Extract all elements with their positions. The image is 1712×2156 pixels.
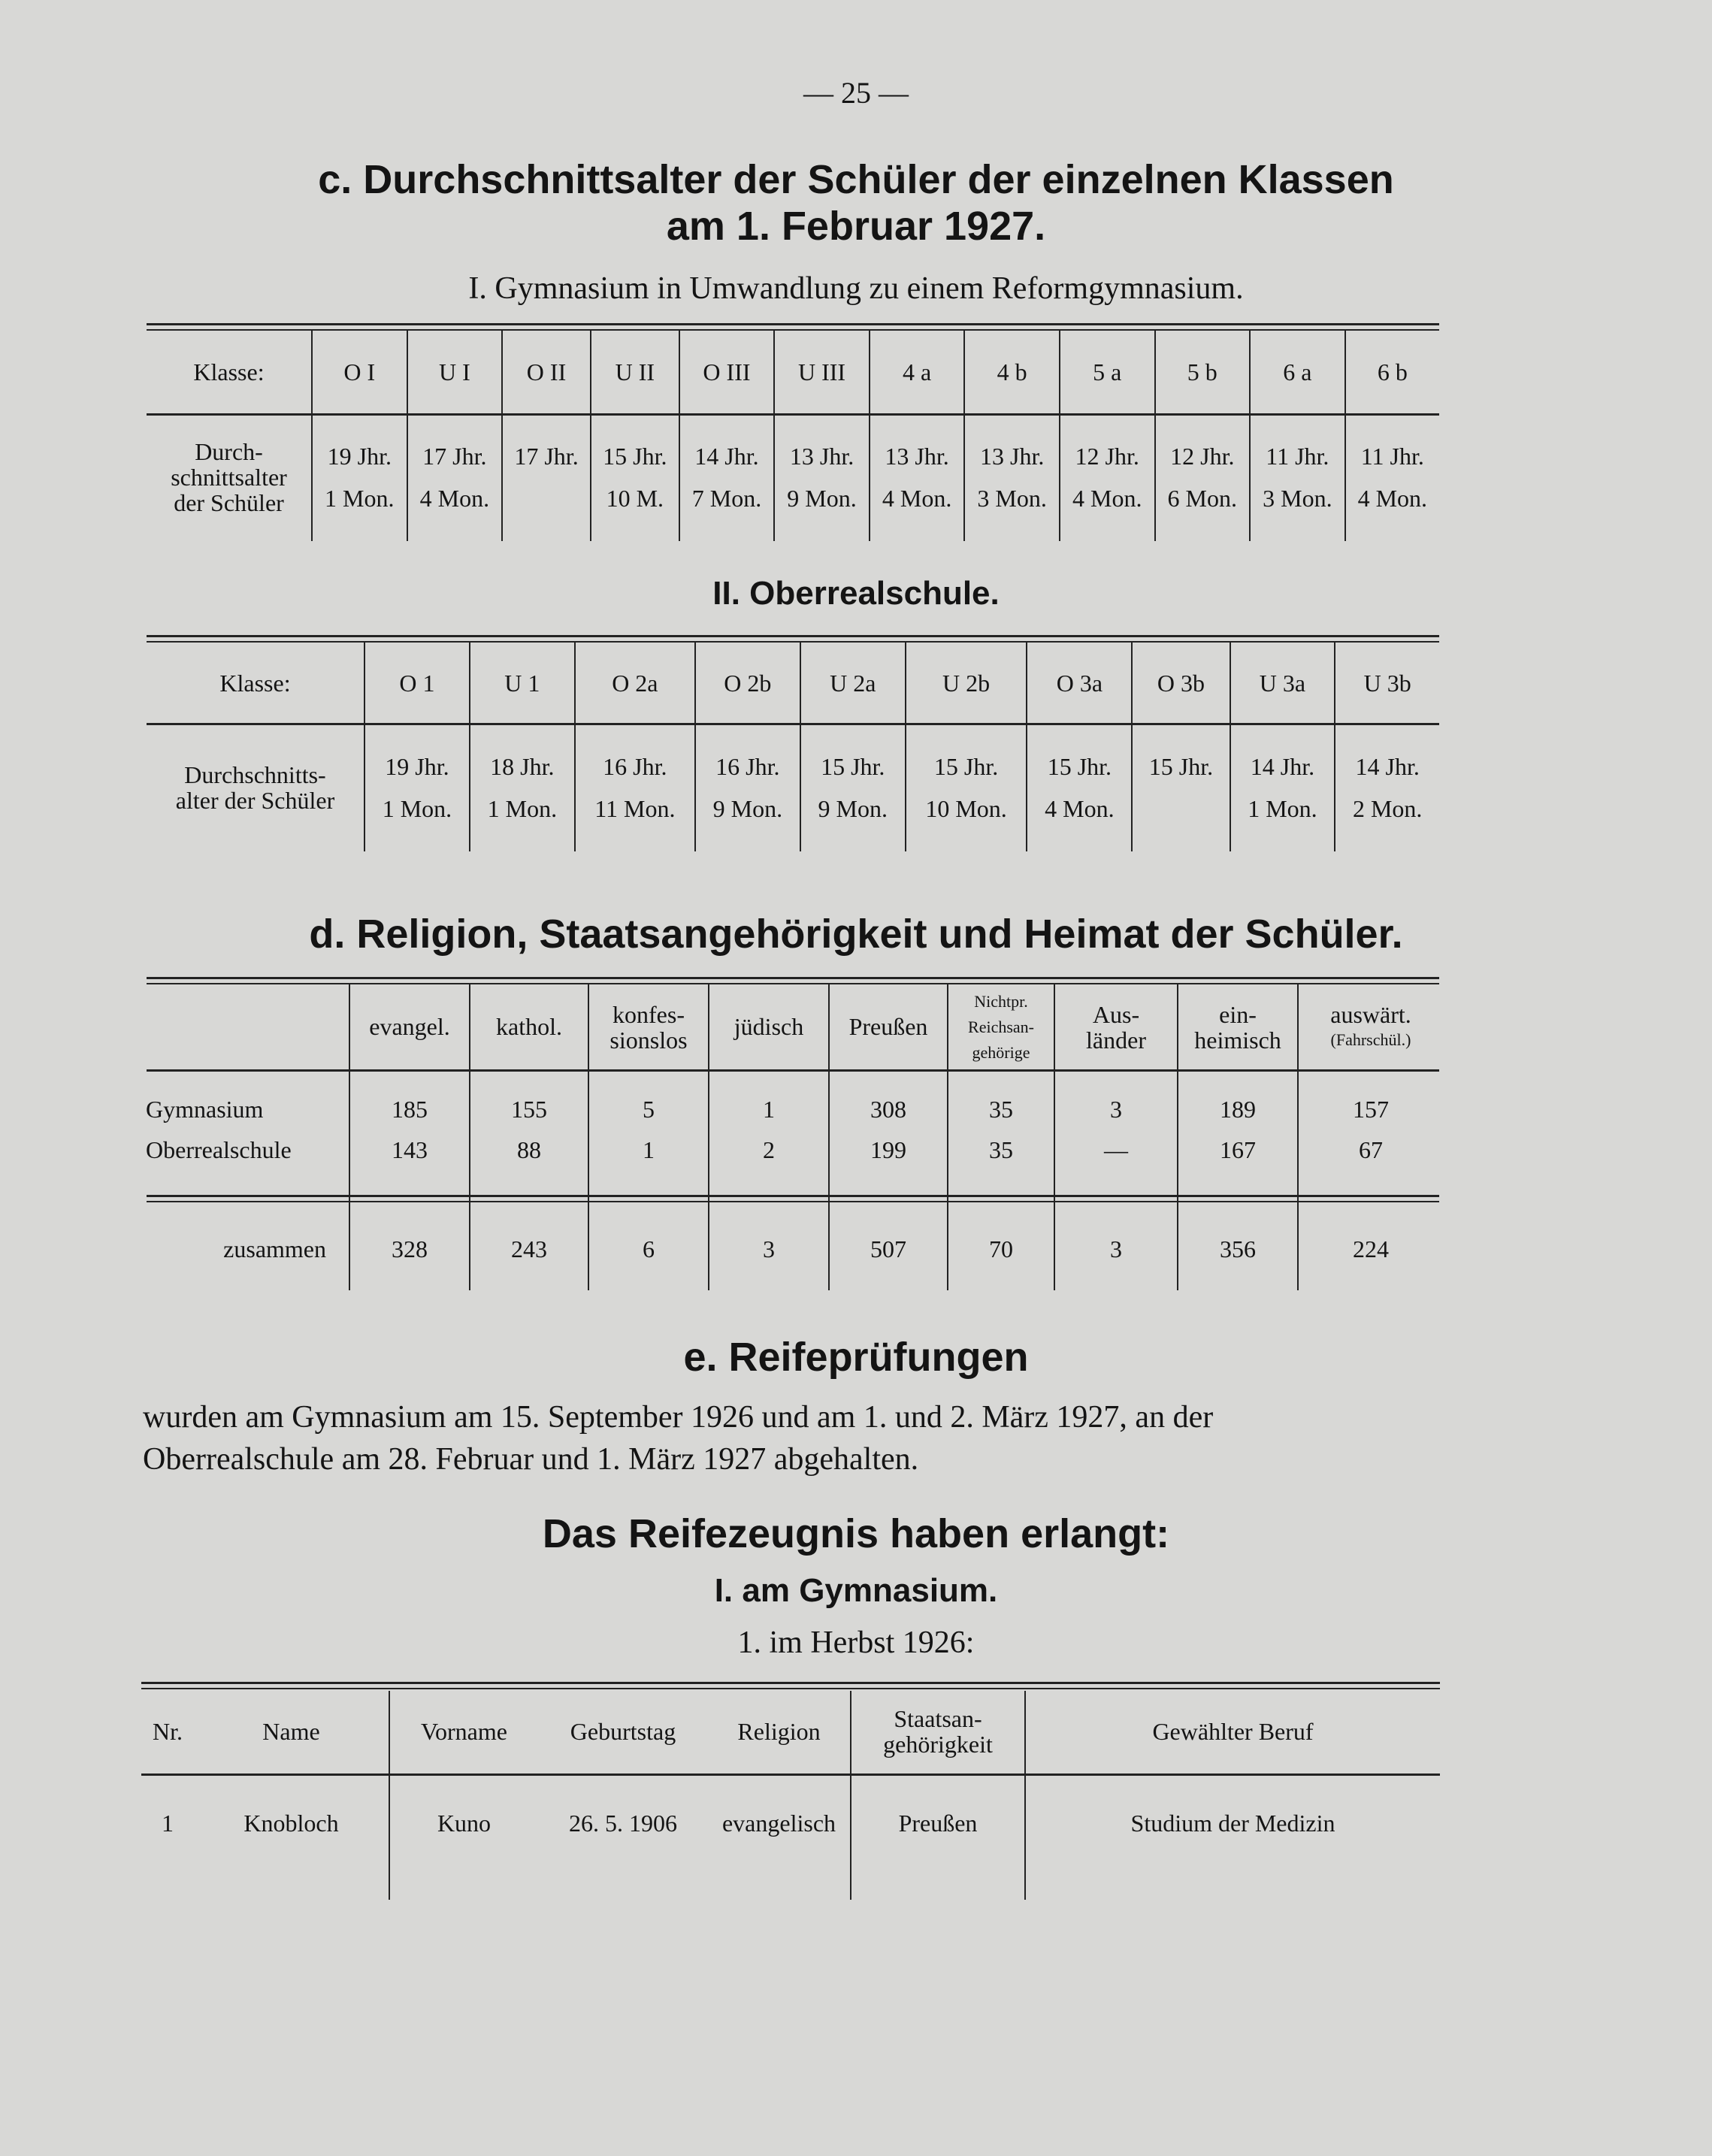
table3-cell: 1 <box>588 1129 709 1170</box>
table2-months: 9 Mon. <box>818 795 888 822</box>
table1-months: 1 Mon. <box>325 485 395 512</box>
section-d-title: d. Religion, Staatsangehörigkeit und Heimat der Schüler. <box>309 912 1403 957</box>
table1-years: 11 Jhr. <box>1266 443 1329 470</box>
table2-months: 1 Mon. <box>382 795 452 822</box>
table1-class: U III <box>774 331 870 413</box>
table4-header-geburtstag: Geburtstag <box>570 1717 676 1745</box>
table-row <box>143 1089 1443 1129</box>
table1-class: O I <box>312 331 407 413</box>
table2-years: 16 Jhr. <box>603 753 667 780</box>
table2-age-cell <box>1335 724 1439 851</box>
table2-months: 4 Mon. <box>1045 795 1115 822</box>
table1-top-rule <box>147 323 1439 325</box>
table1-row-label-l1: Durch- <box>195 438 263 465</box>
table2-age-cell <box>800 724 906 851</box>
table2-header-label: Klasse: <box>219 669 291 697</box>
table1-class: O II <box>502 331 591 413</box>
table3-cell: 189 <box>1178 1089 1298 1129</box>
table1-age-cell <box>964 413 1060 541</box>
table3-spacer <box>143 1170 1443 1208</box>
table2-row-label-l1: Durchschnitts- <box>184 761 326 788</box>
table4-cell-name: Knobloch <box>243 1810 339 1837</box>
table2-top-rule <box>147 635 1439 637</box>
table2-years: 19 Jhr. <box>385 753 449 780</box>
table2-class: O 2a <box>575 643 695 724</box>
section-c-subtitle-gymnasium: I. Gymnasium in Umwandlung zu einem Reformgymnasium. <box>468 271 1244 306</box>
table1-header-label: Klasse: <box>193 358 265 386</box>
table3-header-konfes-l2: sionslos <box>609 1026 688 1054</box>
table1-months: 6 Mon. <box>1167 485 1237 512</box>
table2-months: 1 Mon. <box>487 795 558 822</box>
table1-years: 12 Jhr. <box>1170 443 1235 470</box>
table3-cell: 157 <box>1298 1089 1443 1129</box>
table1-age-cell <box>502 413 591 541</box>
table4-header-staats-l1: Staatsan- <box>894 1705 982 1732</box>
table3-cell: 308 <box>829 1089 948 1129</box>
table2-row-label <box>147 724 364 851</box>
table3-total-cell: 3 <box>709 1208 829 1290</box>
table3-spacer <box>143 1069 1443 1089</box>
table3-total-cell: 6 <box>588 1208 709 1290</box>
table3-total-cell: 243 <box>470 1208 588 1290</box>
table1-age-cell <box>774 413 870 541</box>
table1-months: 4 Mon. <box>882 485 952 512</box>
table3-cell: 143 <box>349 1129 470 1170</box>
section-e-text-line2: Oberrealschule am 28. Februar und 1. März 1927 abgehalten. <box>143 1442 919 1477</box>
table1-class: 4 b <box>964 331 1060 413</box>
table3-total-cell: 507 <box>829 1208 948 1290</box>
table2-months: 2 Mon. <box>1352 795 1423 822</box>
table1-age-cell <box>407 413 503 541</box>
table3-header-auswaert-l2: (Fahrschül.) <box>1330 1030 1411 1049</box>
table3-row-label: Gymnasium <box>146 1095 264 1123</box>
reifezeugnis-sub-herbst: 1. im Herbst 1926: <box>737 1625 975 1660</box>
table2-class: U 3a <box>1230 643 1335 724</box>
table4-cell-staat: Preußen <box>851 1772 1025 1900</box>
table-reifezeugnis <box>141 1691 1440 1900</box>
table2-age-cell <box>1027 724 1132 851</box>
table3-header-row <box>143 984 1443 1069</box>
table1-class: 6 a <box>1250 331 1345 413</box>
table1-months: 3 Mon. <box>977 485 1047 512</box>
table1-class: U II <box>591 331 679 413</box>
table2-header-row <box>147 643 1439 724</box>
section-c-title-line2: am 1. Februar 1927. <box>666 204 1046 249</box>
table4-cell-nr: 1 <box>162 1810 174 1837</box>
table3-header-evangel: evangel. <box>349 984 470 1069</box>
table3-cell: 67 <box>1298 1129 1443 1170</box>
table1-years: 15 Jhr. <box>603 443 667 470</box>
table3-total-cell: 3 <box>1054 1208 1178 1290</box>
table3-header-nicht-l1: Nichtpr. <box>974 991 1028 1011</box>
table3-header-konfessionslos <box>588 984 709 1069</box>
table2-age-cell <box>575 724 695 851</box>
section-e-text-line1: wurden am Gymnasium am 15. September 1926 und am 1. und 2. März 1927, an der <box>143 1400 1214 1435</box>
table3-top-rule <box>147 977 1439 979</box>
table2-class: O 2b <box>695 643 800 724</box>
table2-class: O 3b <box>1132 643 1230 724</box>
table3-header-kathol: kathol. <box>470 984 588 1069</box>
table3-header-auslaender <box>1054 984 1178 1069</box>
table2-years: 15 Jhr. <box>1047 753 1112 780</box>
table2-age-cell <box>1132 724 1230 851</box>
table3-header-aus-l1: Aus- <box>1092 1000 1140 1028</box>
table1-row-label <box>147 413 312 541</box>
table2-months <box>1136 788 1226 830</box>
table1-age-cell <box>591 413 679 541</box>
table2-years: 15 Jhr. <box>933 753 999 780</box>
table4-cell-geburtstag: 26. 5. 1906 <box>569 1810 677 1837</box>
table3-header-nichtpreussen <box>948 984 1054 1069</box>
table-row <box>143 1129 1443 1170</box>
table3-header-einheimisch <box>1178 984 1298 1069</box>
table2-months: 1 Mon. <box>1248 795 1317 822</box>
table3-cell: 167 <box>1178 1129 1298 1170</box>
table3-cell: 2 <box>709 1129 829 1170</box>
table1-class: 5 b <box>1155 331 1251 413</box>
table3-header-nicht-l3: gehörige <box>972 1042 1030 1062</box>
table2-months: 11 Mon. <box>594 795 676 822</box>
table2-years: 15 Jhr. <box>821 753 885 780</box>
table1-months: 3 Mon. <box>1263 485 1332 512</box>
table-row <box>141 1772 1440 1900</box>
page-number: — 25 — <box>803 76 909 110</box>
section-c-subtitle-oberrealschule: II. Oberrealschule. <box>712 575 1000 612</box>
table1-header-row <box>147 331 1439 413</box>
table1-years: 13 Jhr. <box>885 443 949 470</box>
table4-cell-religion: evangelisch <box>721 1810 836 1837</box>
table1-years: 13 Jhr. <box>789 443 854 470</box>
table3-header-nicht-l2: Reichsan- <box>968 1017 1034 1036</box>
table-row <box>143 1208 1443 1290</box>
table1-years: 19 Jhr. <box>327 443 392 470</box>
table4-top-rule <box>141 1682 1440 1684</box>
table3-total-cell: 356 <box>1178 1208 1298 1290</box>
table1-months: 4 Mon. <box>1072 485 1142 512</box>
table3-header-auswaert-l1: auswärt. <box>1330 1000 1411 1028</box>
table1-row-label-l3: der Schüler <box>174 489 284 516</box>
table2-months: 9 Mon. <box>712 795 783 822</box>
table3-cell: 3 <box>1054 1089 1178 1129</box>
table2-months: 10 Mon. <box>925 795 1007 822</box>
table1-months <box>506 477 587 519</box>
table3-total-cell: 70 <box>948 1208 1054 1290</box>
table4-header-row <box>141 1691 1440 1772</box>
table1-years: 12 Jhr. <box>1075 443 1139 470</box>
table3-cell: 155 <box>470 1089 588 1129</box>
table1-years: 17 Jhr. <box>422 443 487 470</box>
table2-age-cell <box>470 724 575 851</box>
table2-years: 16 Jhr. <box>715 753 780 780</box>
table2-age-cell <box>364 724 470 851</box>
table4-header-name: Name <box>262 1717 320 1745</box>
table2-years: 15 Jhr. <box>1148 753 1214 780</box>
table2-age-cell <box>906 724 1027 851</box>
table3-total-cell: 224 <box>1298 1208 1443 1290</box>
table1-class: 5 a <box>1060 331 1155 413</box>
table1-months: 4 Mon. <box>1357 485 1428 512</box>
table3-header-ein-l1: ein- <box>1219 1000 1257 1028</box>
table2-class: U 3b <box>1335 643 1439 724</box>
table3-header-konfes-l1: konfes- <box>613 1000 685 1028</box>
table3-cell: 5 <box>588 1089 709 1129</box>
table3-total-label: zusammen <box>223 1235 326 1262</box>
table2-age-row <box>147 724 1439 851</box>
table1-age-cell <box>1345 413 1439 541</box>
table2-class: O 3a <box>1027 643 1132 724</box>
table3-cell: 35 <box>948 1129 1054 1170</box>
table4-header-beruf: Gewählter Beruf <box>1025 1691 1440 1772</box>
table1-row-label-l2: schnittsalter <box>171 464 287 491</box>
table1-years: 17 Jhr. <box>514 443 579 470</box>
table4-cell-vorname: Kuno <box>389 1772 538 1900</box>
table3-cell: 199 <box>829 1129 948 1170</box>
table1-age-cell <box>1250 413 1345 541</box>
table3-header-empty <box>143 984 349 1069</box>
table1-age-cell <box>870 413 965 541</box>
table3-header-juedisch: jüdisch <box>709 984 829 1069</box>
section-c-title-line1: c. Durchschnittsalter der Schüler der einzelnen Klassen <box>318 157 1394 202</box>
table4-header-vorname: Vorname <box>389 1691 538 1772</box>
table1-age-cell <box>312 413 407 541</box>
table2-years: 18 Jhr. <box>490 753 555 780</box>
table4-header-staatsangehoerigkeit <box>851 1691 1025 1772</box>
table3-total-cell: 328 <box>349 1208 470 1290</box>
table3-cell: 88 <box>470 1129 588 1170</box>
table2-years: 14 Jhr. <box>1355 753 1420 780</box>
table1-years: 11 Jhr. <box>1360 443 1424 470</box>
table2-age-cell <box>695 724 800 851</box>
table3-row-label: Oberrealschule <box>146 1135 292 1163</box>
table3-cell: — <box>1054 1129 1178 1170</box>
table1-months: 9 Mon. <box>787 485 857 512</box>
table1-class: 6 b <box>1345 331 1439 413</box>
table-religion <box>143 984 1443 1290</box>
table3-cell: 35 <box>948 1089 1054 1129</box>
table2-row-label-l2: alter der Schüler <box>175 787 335 814</box>
table1-class: U I <box>407 331 503 413</box>
table4-header-nr: Nr. <box>153 1717 183 1745</box>
table2-years: 14 Jhr. <box>1250 753 1315 780</box>
table1-class: 4 a <box>870 331 965 413</box>
table2-class: O 1 <box>364 643 470 724</box>
table3-header-ein-l2: heimisch <box>1194 1026 1281 1054</box>
table1-age-row <box>147 413 1439 541</box>
table1-months: 7 Mon. <box>691 485 762 512</box>
table3-cell: 185 <box>349 1089 470 1129</box>
reifezeugnis-heading: Das Reifezeugnis haben erlangt: <box>542 1511 1170 1556</box>
table1-years: 13 Jhr. <box>979 443 1045 470</box>
table3-header-preussen: Preußen <box>829 984 948 1069</box>
table1-months: 4 Mon. <box>419 485 490 512</box>
table3-cell: 1 <box>709 1089 829 1129</box>
table1-age-cell <box>1155 413 1251 541</box>
table2-class: U 2b <box>906 643 1027 724</box>
table1-class: O III <box>679 331 775 413</box>
table3-header-aus-l2: länder <box>1086 1026 1146 1054</box>
table4-top-rule-thin <box>141 1688 1440 1689</box>
table1-years: 14 Jhr. <box>694 443 759 470</box>
table1-months: 10 M. <box>606 485 664 512</box>
table-age-oberrealschule <box>147 643 1439 851</box>
table1-age-cell <box>679 413 775 541</box>
table4-cell-beruf: Studium der Medizin <box>1025 1772 1440 1900</box>
table1-age-cell <box>1060 413 1155 541</box>
table2-class: U 1 <box>470 643 575 724</box>
section-e-title: e. Reifeprüfungen <box>683 1335 1029 1380</box>
reifezeugnis-sub-gymnasium: I. am Gymnasium. <box>714 1572 998 1609</box>
table3-header-auswaertig <box>1298 984 1443 1069</box>
table4-header-staats-l2: gehörigkeit <box>883 1731 993 1758</box>
table4-header-religion: Religion <box>737 1717 821 1745</box>
table2-age-cell <box>1230 724 1335 851</box>
table-age-gymnasium <box>147 331 1439 541</box>
table2-class: U 2a <box>800 643 906 724</box>
